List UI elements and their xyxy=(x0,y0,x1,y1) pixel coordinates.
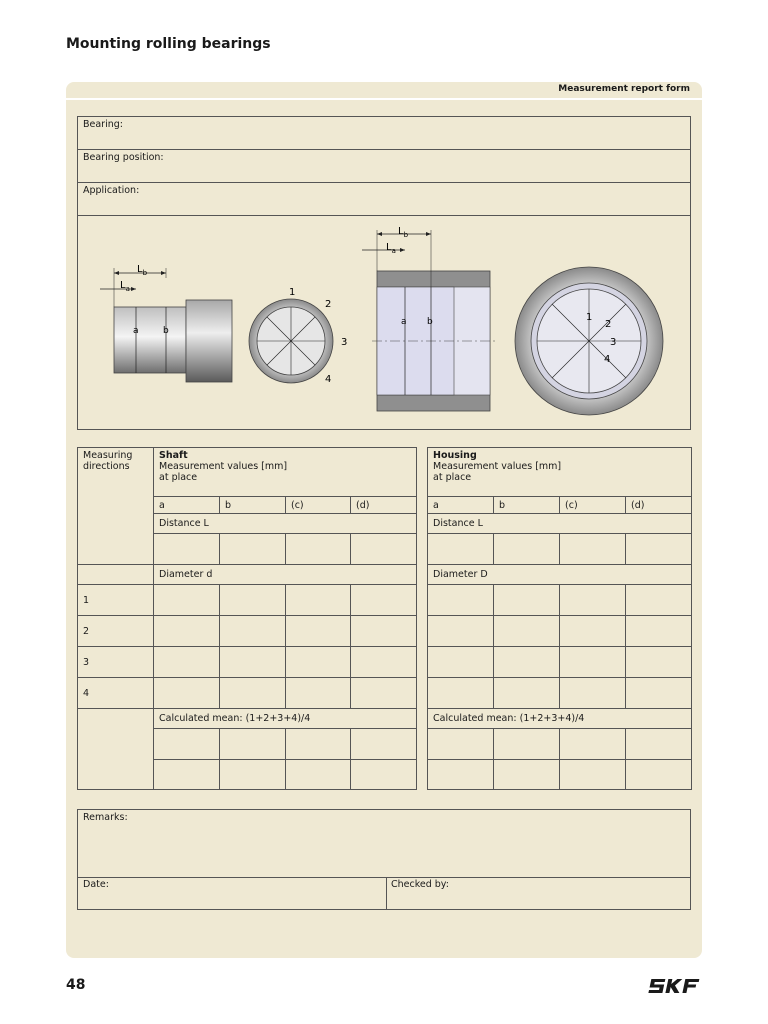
input-cell[interactable] xyxy=(428,729,494,760)
input-cell[interactable] xyxy=(494,647,560,678)
input-cell[interactable] xyxy=(286,760,351,790)
input-cell[interactable] xyxy=(220,585,286,616)
housing-side-view xyxy=(362,226,496,411)
input-cell[interactable] xyxy=(220,616,286,647)
input-cell[interactable] xyxy=(626,678,692,709)
skf-logo xyxy=(646,976,704,996)
input-cell[interactable] xyxy=(286,585,351,616)
input-cell[interactable] xyxy=(428,616,494,647)
housing-place-b: b xyxy=(427,317,433,327)
shaft-direction-3: 3 xyxy=(341,337,348,348)
input-cell[interactable] xyxy=(560,616,626,647)
input-cell[interactable] xyxy=(351,729,417,760)
diameter-label-row xyxy=(78,565,692,585)
info-box xyxy=(77,116,691,430)
input-cell[interactable] xyxy=(494,678,560,709)
bearing-position-row[interactable] xyxy=(78,150,690,183)
housing-La-label: $L_a$ xyxy=(386,242,396,255)
mean-input-row-2 xyxy=(78,760,692,790)
input-cell[interactable] xyxy=(560,534,626,565)
empty-cell xyxy=(78,565,154,585)
input-cell[interactable] xyxy=(351,585,417,616)
shaft-place-c-header: (c) xyxy=(286,497,351,514)
input-cell[interactable] xyxy=(560,760,626,790)
input-cell[interactable] xyxy=(428,647,494,678)
remarks-box xyxy=(77,809,691,910)
remarks-label: Remarks: xyxy=(83,812,128,823)
input-cell[interactable] xyxy=(428,678,494,709)
shaft-side-view xyxy=(100,264,232,382)
input-cell[interactable] xyxy=(626,760,692,790)
input-cell[interactable] xyxy=(626,729,692,760)
housing-direction-4: 4 xyxy=(604,354,611,365)
input-cell[interactable] xyxy=(560,647,626,678)
input-cell[interactable] xyxy=(351,678,417,709)
direction-row-2 xyxy=(78,616,692,647)
shaft-La-label: $L_a$ xyxy=(120,280,130,293)
bearing-row[interactable] xyxy=(78,117,690,150)
bearing-label: Bearing: xyxy=(83,119,123,130)
housing-direction-1: 1 xyxy=(586,312,593,323)
input-cell[interactable] xyxy=(154,585,220,616)
shaft-direction-2: 2 xyxy=(325,299,332,310)
input-cell[interactable] xyxy=(220,647,286,678)
input-cell[interactable] xyxy=(351,760,417,790)
direction-label-1: 1 xyxy=(78,585,154,616)
housing-direction-3: 3 xyxy=(610,337,617,348)
housing-mean-label: Calculated mean: (1+2+3+4)/4 xyxy=(428,709,692,729)
page-title: Mounting rolling bearings xyxy=(66,36,271,52)
distance-input-row xyxy=(78,534,692,565)
input-cell[interactable] xyxy=(560,729,626,760)
housing-header: Housing Measurement values [mm] at place xyxy=(428,448,692,497)
input-cell[interactable] xyxy=(220,760,286,790)
housing-place-a-header: a xyxy=(428,497,494,514)
housing-distance-label: Distance L xyxy=(428,514,692,534)
input-cell[interactable] xyxy=(560,585,626,616)
direction-row-3 xyxy=(78,647,692,678)
direction-label-3: 3 xyxy=(78,647,154,678)
mean-input-row-1 xyxy=(78,729,692,760)
input-cell[interactable] xyxy=(351,616,417,647)
input-cell[interactable] xyxy=(286,647,351,678)
input-cell[interactable] xyxy=(220,729,286,760)
shaft-cross-section xyxy=(249,287,347,385)
input-cell[interactable] xyxy=(626,647,692,678)
input-cell[interactable] xyxy=(154,678,220,709)
measuring-directions-header: Measuring directions xyxy=(78,448,154,565)
table-header-row xyxy=(78,448,692,497)
input-cell[interactable] xyxy=(428,534,494,565)
table-gap xyxy=(417,448,428,790)
form-label: Measurement report form xyxy=(558,84,690,94)
direction-row-4 xyxy=(78,678,692,709)
input-cell[interactable] xyxy=(286,729,351,760)
input-cell[interactable] xyxy=(494,729,560,760)
input-cell[interactable] xyxy=(494,616,560,647)
application-row[interactable] xyxy=(78,183,690,216)
input-cell[interactable] xyxy=(154,647,220,678)
input-cell[interactable] xyxy=(494,585,560,616)
input-cell[interactable] xyxy=(220,534,286,565)
mean-empty-cell xyxy=(78,709,154,790)
housing-diameter-label: Diameter D xyxy=(428,565,692,585)
input-cell[interactable] xyxy=(286,678,351,709)
date-label: Date: xyxy=(83,879,109,890)
input-cell[interactable] xyxy=(494,760,560,790)
input-cell[interactable] xyxy=(286,534,351,565)
shaft-Lb-label: $L_b$ xyxy=(137,264,148,277)
input-cell[interactable] xyxy=(154,760,220,790)
housing-direction-2: 2 xyxy=(605,319,612,330)
places-row xyxy=(78,497,692,514)
shaft-place-b-header: b xyxy=(220,497,286,514)
application-label: Application: xyxy=(83,185,140,196)
input-cell[interactable] xyxy=(626,534,692,565)
shaft-distance-label: Distance L xyxy=(154,514,417,534)
distance-label-row xyxy=(78,514,692,534)
measurement-diagram xyxy=(78,216,690,429)
form-panel xyxy=(66,82,702,958)
input-cell[interactable] xyxy=(154,729,220,760)
input-cell[interactable] xyxy=(286,616,351,647)
direction-label-4: 4 xyxy=(78,678,154,709)
input-cell[interactable] xyxy=(626,585,692,616)
input-cell[interactable] xyxy=(154,534,220,565)
input-cell[interactable] xyxy=(626,616,692,647)
housing-place-b-header: b xyxy=(494,497,560,514)
date-cell[interactable] xyxy=(78,878,387,909)
shaft-diameter-label: Diameter d xyxy=(154,565,417,585)
input-cell[interactable] xyxy=(428,760,494,790)
bearing-position-label: Bearing position: xyxy=(83,152,164,163)
page-number: 48 xyxy=(66,977,86,993)
input-cell[interactable] xyxy=(428,585,494,616)
checked-by-label: Checked by: xyxy=(391,879,449,890)
shaft-place-a: a xyxy=(133,326,139,336)
input-cell[interactable] xyxy=(351,647,417,678)
shaft-header: Shaft Measurement values [mm] at place xyxy=(154,448,417,497)
shaft-mean-label: Calculated mean: (1+2+3+4)/4 xyxy=(154,709,417,729)
housing-cross-section xyxy=(515,267,663,415)
shaft-place-a-header: a xyxy=(154,497,220,514)
panel-header xyxy=(66,82,702,100)
direction-label-2: 2 xyxy=(78,616,154,647)
direction-row-1 xyxy=(78,585,692,616)
mean-label-row xyxy=(78,709,692,729)
shaft-place-b: b xyxy=(163,326,169,336)
housing-Lb-label: $L_b$ xyxy=(398,226,409,239)
input-cell[interactable] xyxy=(494,534,560,565)
measurement-table xyxy=(77,447,692,790)
housing-place-d-header: (d) xyxy=(626,497,692,514)
remarks-row[interactable] xyxy=(78,810,690,878)
shaft-direction-1: 1 xyxy=(289,287,296,298)
input-cell[interactable] xyxy=(560,678,626,709)
housing-place-c-header: (c) xyxy=(560,497,626,514)
input-cell[interactable] xyxy=(351,534,417,565)
input-cell[interactable] xyxy=(154,616,220,647)
housing-place-a: a xyxy=(401,317,407,327)
shaft-direction-4: 4 xyxy=(325,374,332,385)
shaft-place-d-header: (d) xyxy=(351,497,417,514)
checked-by-cell[interactable] xyxy=(387,878,690,909)
input-cell[interactable] xyxy=(220,678,286,709)
